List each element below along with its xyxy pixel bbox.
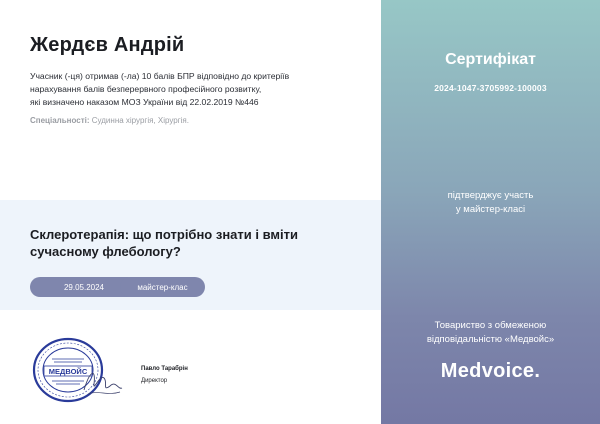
- signatory-role: Директор: [141, 378, 168, 384]
- description-line: нарахування балів безперервного професійного розвитку,: [30, 84, 262, 94]
- description-line: Учасник (-ця) отримав (-ла) 10 балів БПР відповідно до критеріїв: [30, 71, 290, 81]
- participant-description: [30, 70, 350, 109]
- specialties-label: Спеціальності:: [30, 116, 90, 125]
- certificate-number: 2024-1047-3705992-100003: [434, 83, 547, 93]
- specialties: [30, 116, 189, 125]
- organization-line: Товариство з обмеженою: [434, 320, 547, 331]
- confirmation-line: у майстер-класі: [455, 204, 526, 215]
- organization-line: відповідальністю «Медвойс»: [426, 334, 555, 345]
- stamp-text: МЕДВОЙС: [48, 367, 88, 376]
- course-title: Склеротерапія: що потрібно знати і вміти сучасному флебологу?: [30, 227, 299, 259]
- description-line: які визначено наказом МОЗ України від 22.02.2019 №446: [30, 97, 259, 107]
- certificate-title: Сертифікат: [445, 51, 536, 68]
- organization-name: [381, 319, 600, 347]
- brand-logo: Medvoice.: [440, 360, 541, 382]
- signatory-name: Павло Тарабрін: [141, 366, 188, 372]
- specialties-value: Судинна хірургія, Хірургія.: [91, 116, 189, 125]
- participant-name: Жердєв Андрій: [30, 34, 185, 56]
- confirmation-text: [381, 189, 600, 217]
- course-date-badge: 29.05.2024: [30, 277, 138, 297]
- confirmation-line: підтверджує участь: [447, 190, 534, 201]
- course-type-badge: майстер-клас: [120, 277, 205, 297]
- signature-icon: [80, 360, 125, 400]
